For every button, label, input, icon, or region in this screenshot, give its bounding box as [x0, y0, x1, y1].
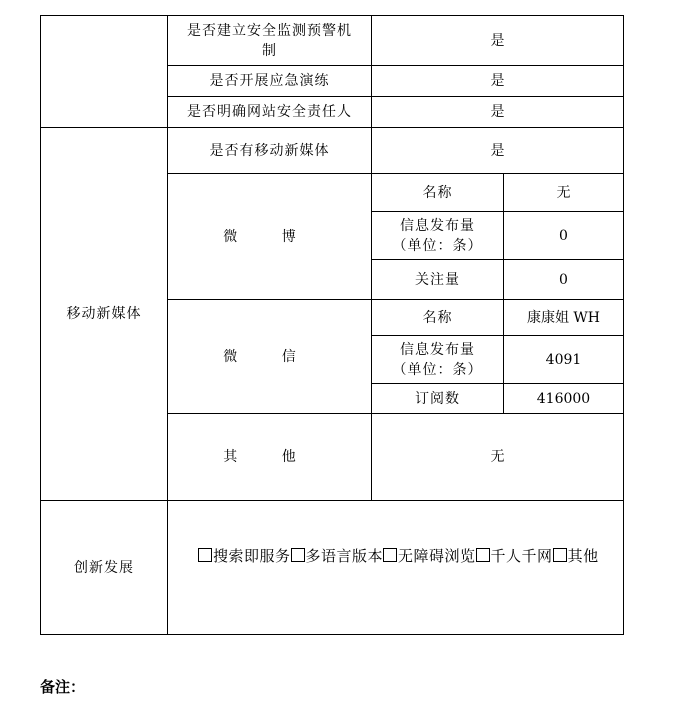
empty-section-cell [41, 16, 168, 128]
notes-label: 备注： [40, 678, 86, 696]
table-row [41, 16, 624, 66]
option-search-service[interactable]: 搜索即服务 [198, 547, 291, 565]
option-accessibility[interactable]: 无障碍浏览 [383, 547, 476, 565]
wechat-posts-label: 信息发布量（单位：条） [372, 336, 504, 384]
weibo-name-label: 名称 [372, 174, 504, 212]
checkbox-icon[interactable] [291, 548, 305, 562]
weibo-followers-value: 0 [504, 260, 624, 300]
innovation-section-label: 创新发展 [41, 501, 168, 635]
weibo-label: 微 博 [168, 174, 372, 300]
weibo-posts-value: 0 [504, 212, 624, 260]
mobile-section-label: 移动新媒体 [41, 128, 168, 501]
row-label-monitoring: 是否建立安全监测预警机制 [168, 16, 372, 66]
option-multilingual[interactable]: 多语言版本 [291, 547, 384, 565]
row-label-responsible: 是否明确网站安全责任人 [168, 97, 372, 128]
wechat-name-value: 康康姐 WH [504, 300, 624, 336]
wechat-name-label: 名称 [372, 300, 504, 336]
innovation-options [168, 501, 624, 635]
has-mobile-label: 是否有移动新媒体 [168, 128, 372, 174]
report-table [40, 15, 624, 635]
row-label-drill: 是否开展应急演练 [168, 66, 372, 97]
weibo-followers-label: 关注量 [372, 260, 504, 300]
checkbox-icon[interactable] [476, 548, 490, 562]
table-row [41, 501, 624, 635]
row-value-responsible: 是 [372, 97, 624, 128]
wechat-subscribers-value: 416000 [504, 384, 624, 414]
table-row [41, 128, 624, 174]
option-personalized[interactable]: 千人千网 [476, 547, 553, 565]
wechat-label: 微 信 [168, 300, 372, 414]
checkbox-icon[interactable] [553, 548, 567, 562]
weibo-posts-label: 信息发布量（单位：条） [372, 212, 504, 260]
wechat-subscribers-label: 订阅数 [372, 384, 504, 414]
weibo-name-value: 无 [504, 174, 624, 212]
wechat-posts-value: 4091 [504, 336, 624, 384]
other-label: 其 他 [168, 414, 372, 501]
row-value-monitoring: 是 [372, 16, 624, 66]
row-value-drill: 是 [372, 66, 624, 97]
has-mobile-value: 是 [372, 128, 624, 174]
checkbox-icon[interactable] [198, 548, 212, 562]
checkbox-icon[interactable] [383, 548, 397, 562]
other-value: 无 [372, 414, 624, 501]
option-other[interactable]: 其他 [553, 547, 599, 565]
